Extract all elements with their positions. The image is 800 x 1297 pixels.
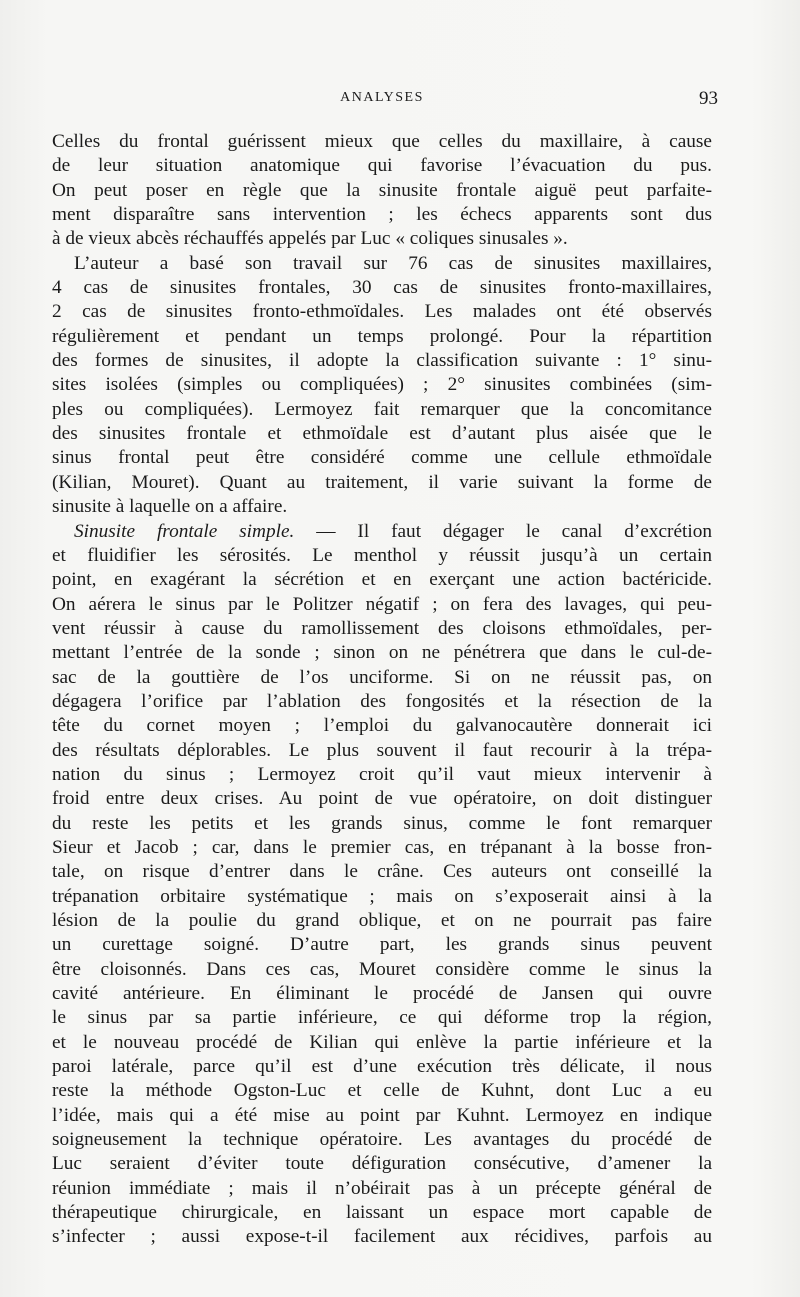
- text-line: être cloisonnés. Dans ces cas, Mouret considère comme le sinus la: [52, 958, 712, 980]
- text-line: tale, on risque d’entrer dans le crâne. Ces auteurs ont conseillé la: [52, 861, 712, 883]
- text-line: et fluidifier les sérosités. Le menthol y réussit jusqu’à un certain: [52, 544, 712, 566]
- text-line: des sinusites frontale et ethmoïdale est d’autant plus aisée que le: [52, 423, 712, 445]
- text-line: 4 cas de sinusites frontales, 30 cas de sinusites fronto-maxillaires,: [52, 277, 712, 299]
- body-text: [52, 130, 712, 1250]
- text-line: 2 cas de sinusites fronto-ethmoïdales. Les malades ont été observés: [52, 301, 712, 323]
- text-line: tête du cornet moyen ; l’emploi du galvanocautère donnerait ici: [52, 715, 712, 737]
- text-line: On peut poser en règle que la sinusite frontale aiguë peut parfaite-: [52, 179, 712, 201]
- text-line: reste la méthode Ogston-Luc et celle de Kuhnt, dont Luc a eu: [52, 1080, 712, 1102]
- text-line: nation du sinus ; Lermoyez croit qu’il vaut mieux intervenir à: [52, 763, 712, 785]
- text-line: ment disparaître sans intervention ; les échecs apparents sont dus: [52, 204, 712, 226]
- page-number: 93: [699, 88, 718, 109]
- text-line: sites isolées (simples ou compliquées) ; 2° sinusites combinées (sim-: [52, 374, 712, 396]
- text-line-with-heading: [52, 520, 712, 544]
- text-line: soigneusement la technique opératoire. Les avantages du procédé de: [52, 1129, 712, 1151]
- text-line: du reste les petits et les grands sinus, comme le font remarquer: [52, 812, 712, 834]
- text-line: sac de la gouttière de l’os unciforme. Si on ne réussit pas, on: [52, 666, 712, 688]
- text-line: et le nouveau procédé de Kilian qui enlève la partie inférieure et la: [52, 1031, 712, 1053]
- text-line: réunion immédiate ; mais il n’obéirait pas à un précepte général de: [52, 1177, 712, 1199]
- text-line: lésion de la poulie du grand oblique, et on ne pourrait pas faire: [52, 910, 712, 931]
- text-line: ples ou compliquées). Lermoyez fait remarquer que la concomitance: [52, 398, 712, 420]
- text-line: s’infecter ; aussi expose-t-il facilement aux récidives, parfois au: [52, 1226, 712, 1248]
- text-line: cavité antérieure. En éliminant le procédé de Jansen qui ouvre: [52, 983, 712, 1005]
- text-line: sinusite à laquelle on a affaire.: [52, 496, 288, 518]
- text-line: sinus frontal peut être considéré comme une cellule ethmoïdale: [52, 447, 712, 469]
- text-line: Luc seraient d’éviter toute défiguration consécutive, d’amener la: [52, 1153, 712, 1175]
- text-line: point, en exagérant la sécrétion et en exerçant une action bactéricide.: [52, 569, 712, 591]
- text-line: L’auteur a basé son travail sur 76 cas de sinusites maxillaires,: [74, 252, 712, 274]
- text-line: des formes de sinusites, il adopte la classification suivante : 1° sinu-: [52, 350, 712, 372]
- text-line: thérapeutique chirurgicale, en laissant un espace mort capable de: [52, 1202, 712, 1224]
- text-line: trépanation orbitaire systématique ; mais on s’exposerait ainsi à la: [52, 885, 712, 907]
- page-header: [52, 88, 718, 120]
- text-line: Celles du frontal guérissent mieux que celles du maxillaire, à cause: [52, 131, 712, 152]
- text-line: vent réussir à cause du ramollissement des cloisons ethmoïdales, per-: [52, 617, 712, 639]
- text-line: (Kilian, Mouret). Quant au traitement, il varie suivant la forme de: [52, 471, 712, 493]
- text-line: Sieur et Jacob ; car, dans le premier cas, en trépanant à la bosse fron-: [52, 836, 712, 858]
- heading-line-text: — Il faut dégager le canal d’excrétion: [316, 520, 712, 542]
- text-line: l’idée, mais qui a été mise au point par Kuhnt. Lermoyez en indique: [52, 1104, 712, 1126]
- section-heading: Sinusite frontale simple.: [74, 520, 295, 542]
- text-line: dégagera l’orifice par l’ablation des fongosités et la résection de la: [52, 690, 712, 712]
- text-line: de leur situation anatomique qui favorise l’évacuation du pus.: [52, 155, 712, 177]
- text-line: paroi latérale, parce qu’il est d’une exécution très délicate, il nous: [52, 1056, 712, 1078]
- text-line: à de vieux abcès réchauffés appelés par Luc « coliques sinusales ».: [52, 228, 568, 250]
- text-line: On aérera le sinus par le Politzer négatif ; on fera des lavages, qui peu-: [52, 593, 712, 615]
- text-line: des résultats déplorables. Le plus souvent il faut recourir à la trépa-: [52, 739, 712, 761]
- running-head: ANALYSES: [340, 90, 424, 105]
- text-line: régulièrement et pendant un temps prolongé. Pour la répartition: [52, 325, 712, 347]
- text-line: le sinus par sa partie inférieure, ce qui déforme trop la région,: [52, 1007, 712, 1029]
- text-line: mettant l’entrée de la sonde ; sinon on ne pénétrera que dans le cul-de-: [52, 642, 712, 664]
- text-line: froid entre deux crises. Au point de vue opératoire, on doit distinguer: [52, 788, 712, 810]
- text-line: un curettage soigné. D’autre part, les grands sinus peuvent: [52, 934, 712, 956]
